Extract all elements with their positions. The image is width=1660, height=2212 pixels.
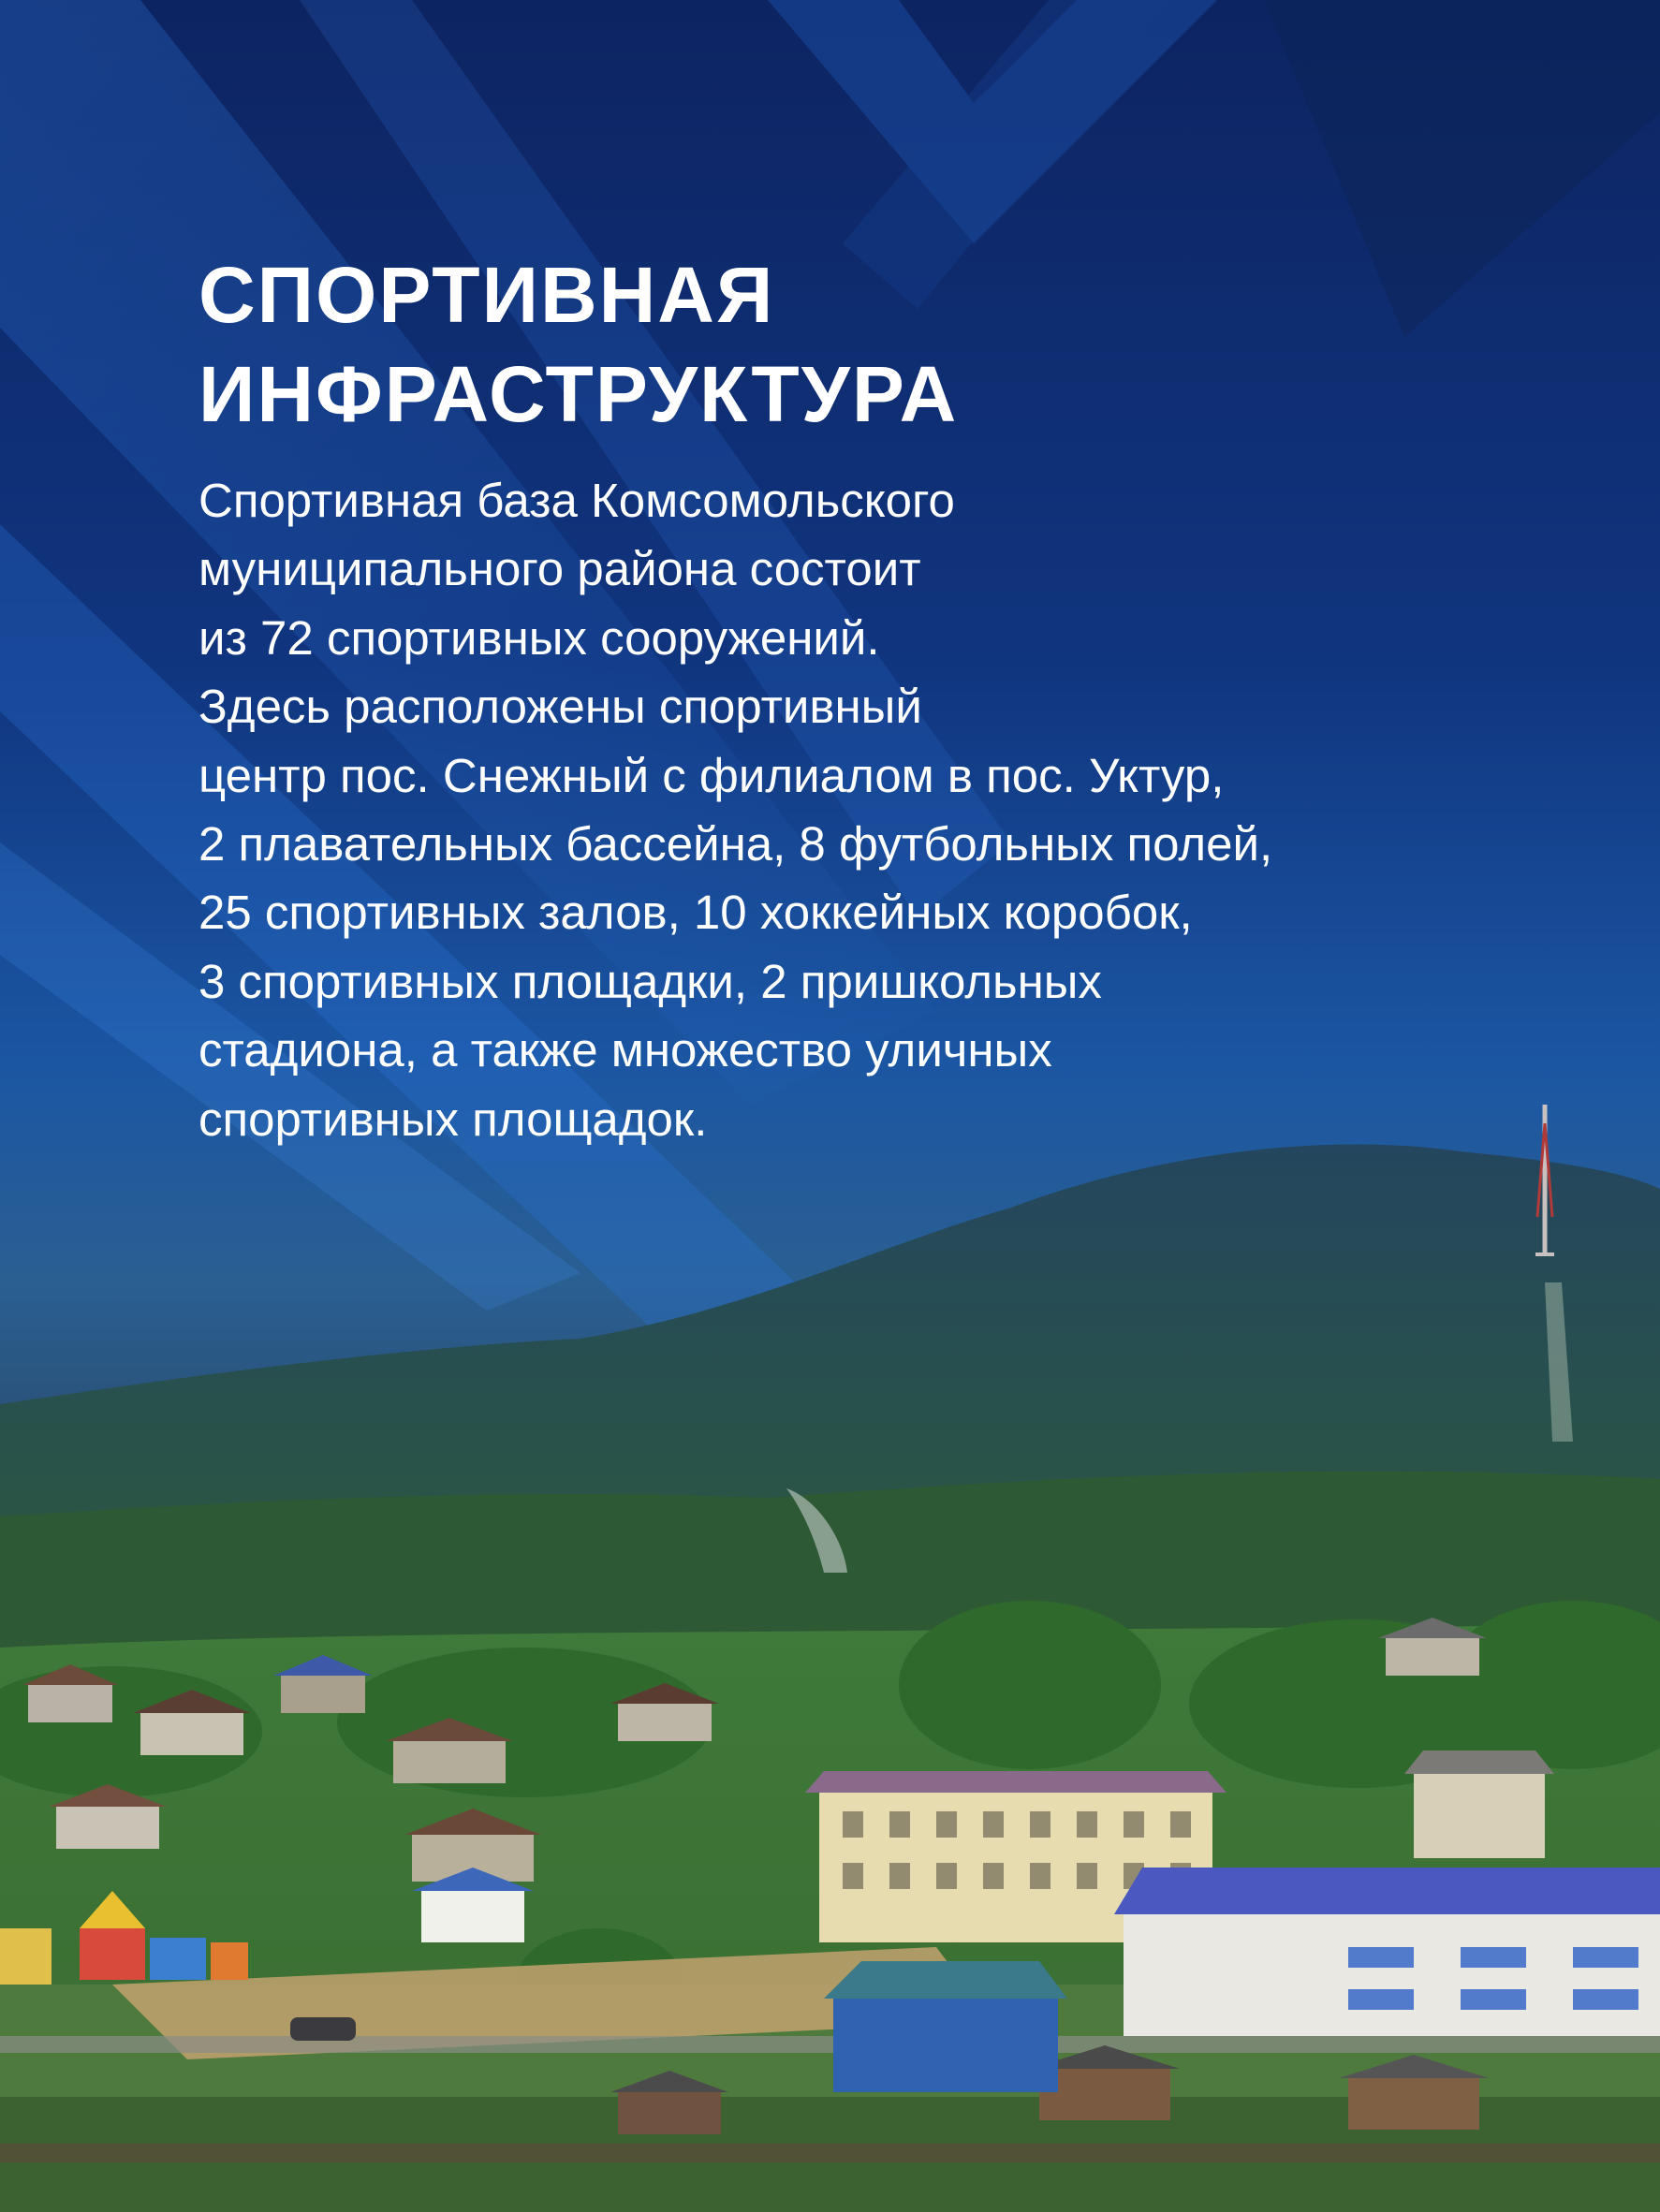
description-line: центр пос. Снежный с филиалом в пос. Уктур,	[198, 748, 1225, 802]
description-line: 3 спортивных площадки, 2 пришкольных	[198, 954, 1102, 1008]
title-line: ИНФРАСТРУКТУРА	[198, 350, 959, 438]
fence	[0, 2144, 1660, 2162]
description	[198, 466, 1547, 1153]
description-line: Здесь расположены спортивный	[198, 680, 922, 734]
car	[290, 2017, 356, 2041]
building-right	[1404, 1751, 1554, 1858]
page-title	[198, 245, 1416, 444]
apartment-white	[1114, 1868, 1660, 2036]
description-line: стадиона, а также множество уличных	[198, 1023, 1052, 1077]
description-line: Спортивная база Комсомольского	[198, 474, 955, 527]
description-line: муниципального района состоит	[198, 542, 921, 596]
road	[0, 2036, 1660, 2053]
description-line: из 72 спортивных сооружений.	[198, 610, 880, 665]
description-line: 2 плавательных бассейна, 8 футбольных полей,	[198, 817, 1273, 872]
blue-barn	[824, 1961, 1067, 2092]
title-line: СПОРТИВНАЯ	[198, 251, 775, 339]
description-line: 25 спортивных залов, 10 хоккейных коробок,	[198, 886, 1193, 940]
description-line: спортивных площадок.	[198, 1091, 708, 1146]
